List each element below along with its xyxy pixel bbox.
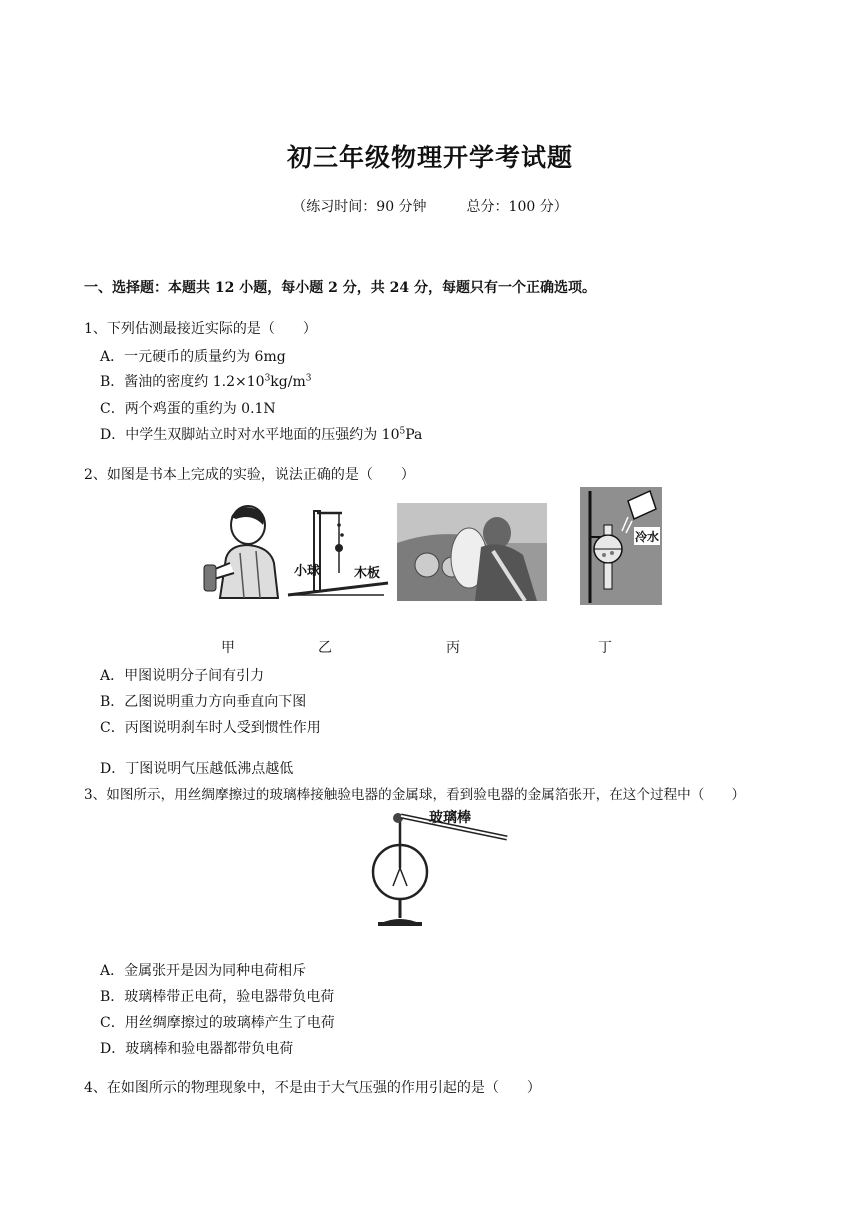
q3-option-b: B．玻璃棒带正电荷，验电器带负电荷 [100, 989, 335, 1005]
label-glass-rod: 玻璃棒 [429, 810, 471, 826]
caption-jia: 甲 [221, 640, 235, 656]
label-ball: 小球 [294, 564, 321, 579]
section-heading: 一、选择题：本题共 12 小题，每小题 2 分，共 24 分，每题只有一个正确选项。 [84, 280, 596, 296]
q2-option-d: D．丁图说明气压越低沸点越低 [100, 761, 294, 777]
q2-option-a: A．甲图说明分子间有引力 [100, 668, 265, 684]
q1-option-c: C．两个鸡蛋的重约为 0.1N [100, 401, 276, 417]
figure-electroscope [365, 806, 515, 932]
figure-yi-gravity [284, 503, 394, 599]
q2-option-c: C．丙图说明刹车时人受到惯性作用 [100, 720, 321, 736]
exam-time: （练习时间：90 分钟 [292, 199, 427, 215]
question-3-stem: 3、如图所示，用丝绸摩擦过的玻璃棒接触验电器的金属球，看到验电器的金属箔张开，在这个过程中（ ） [84, 787, 746, 803]
figure-jia-molecules [200, 503, 280, 599]
q1-option-a: A．一元硬币的质量约为 6mg [100, 349, 286, 365]
q3-option-d: D．玻璃棒和验电器都带负电荷 [100, 1041, 294, 1057]
exam-score: 总分：100 分） [466, 199, 568, 215]
q1-option-d: D．中学生双脚站立时对水平地面的压强约为 $10^5Pa$ [100, 426, 423, 443]
question-4-stem: 4、在如图所示的物理现象中，不是由于大气压强的作用引起的是（ ） [84, 1080, 541, 1096]
page-title: 初三年级物理开学考试题 [286, 143, 573, 172]
figure-bing-airbag [397, 503, 547, 601]
label-board: 木板 [354, 566, 381, 581]
caption-bing: 丙 [446, 640, 460, 656]
q2-option-b: B．乙图说明重力方向垂直向下图 [100, 694, 307, 710]
exam-info [0, 196, 860, 216]
q3-option-c: C．用丝绸摩擦过的玻璃棒产生了电荷 [100, 1015, 335, 1031]
question-2-stem: 2、如图是书本上完成的实验，说法正确的是（ ） [84, 467, 415, 483]
question-1-stem: 1、下列估测最接近实际的是（ ） [84, 321, 317, 337]
caption-ding: 丁 [598, 640, 612, 656]
q3-option-a: A．金属张开是因为同种电荷相斥 [100, 963, 307, 979]
label-cold-water: 冷水 [635, 530, 660, 544]
caption-yi: 乙 [318, 640, 332, 656]
q1-option-b: B．酱油的密度约 $1.2\times 10^3kg/m^3$ [100, 373, 312, 390]
figure-ding-boiling [580, 487, 662, 605]
